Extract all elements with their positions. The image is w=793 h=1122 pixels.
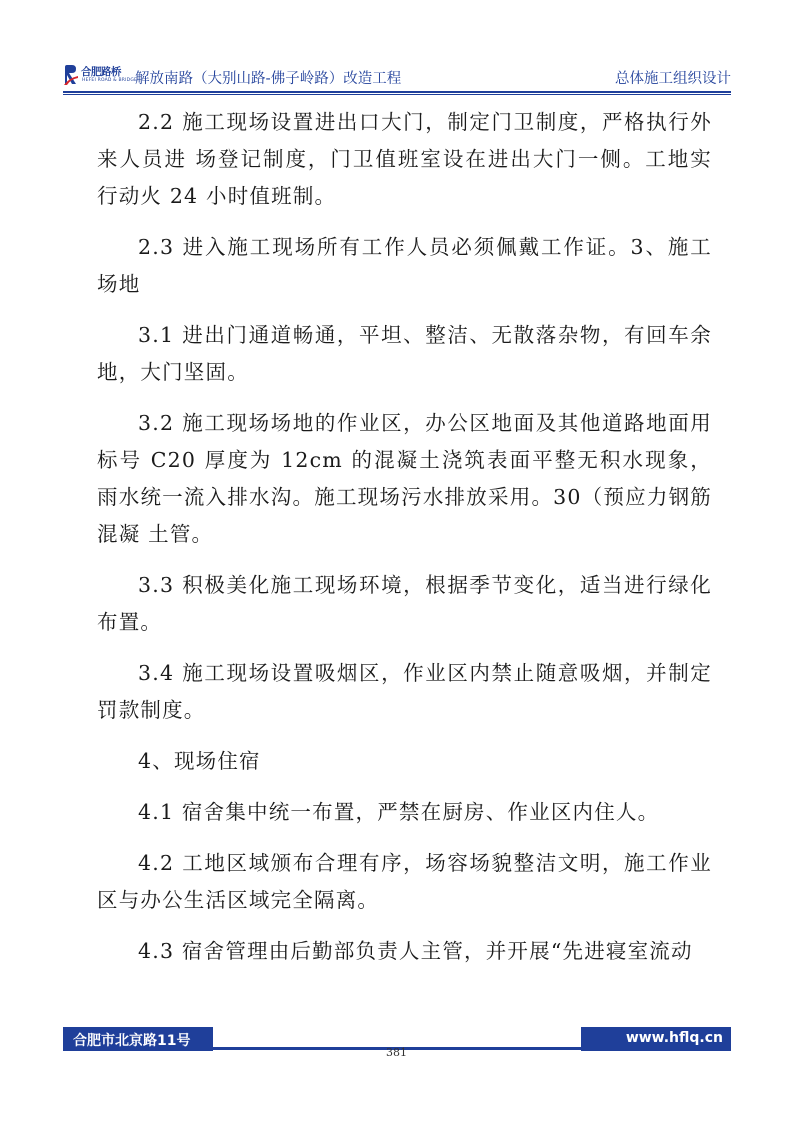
header-divider: [63, 91, 731, 93]
section-heading-4: 4、现场住宿: [138, 749, 261, 773]
paragraph-3-1: 3.1 进出门通道畅通，平坦、整洁、无散落杂物，有回车余地，大门坚固。: [97, 323, 712, 384]
paragraph-2-3: 2.3 进入施工现场所有工作人员必须佩戴工作证。3、施工场地: [97, 235, 712, 296]
paragraph-2-2: 2.2 施工现场设置进出口大门，制定门卫制度，严格执行外来人员进 场登记制度，门卫值班室设在进出大门一侧。工地实行动火 24 小时值班制。: [97, 110, 712, 208]
footer-website-link[interactable]: www.hflq.cn: [625, 1030, 723, 1046]
paragraph-3-4: 3.4 施工现场设置吸烟区，作业区内禁止随意吸烟，并制定罚款制度。: [97, 661, 712, 722]
paragraph-4-3: 4.3 宿舍管理由后勤部负责人主管，并开展“先进寝室流动: [138, 939, 693, 963]
header-divider-thin: [63, 94, 731, 95]
paragraph-4-1: 4.1 宿舍集中统一布置，严禁在厨房、作业区内住人。: [138, 800, 660, 824]
page-header: [63, 62, 731, 90]
logo-english-text: HEFEI ROAD & BRIDGE: [82, 78, 138, 83]
footer-address: 合肥市北京路11号: [73, 1033, 191, 1049]
paragraph-4-2: 4.2 工地区域颁布合理有序，场容场貌整洁文明，施工作业区与办公生活区域完全隔离。: [97, 851, 712, 912]
page-number: 381: [386, 1046, 407, 1059]
project-title: 解放南路（大别山路-佛子岭路）改造工程: [135, 71, 402, 87]
paragraph-3-3: 3.3 积极美化施工现场环境，根据季节变化，适当进行绿化布置。: [97, 573, 712, 634]
document-title: 总体施工组织设计: [615, 71, 731, 87]
document-body: [97, 104, 712, 984]
company-logo: [63, 64, 138, 88]
logo-chinese-text: 合肥路桥: [81, 66, 121, 78]
logo-icon: [63, 64, 79, 86]
paragraph-3-2: 3.2 施工现场场地的作业区，办公区地面及其他道路地面用 标号 C20 厚度为 12cm 的混凝土浇筑表面平整无积水现象，雨水统一流入排水沟。施工现场污水排放采用。30（预应力钢筋混凝 土管。: [97, 411, 712, 546]
